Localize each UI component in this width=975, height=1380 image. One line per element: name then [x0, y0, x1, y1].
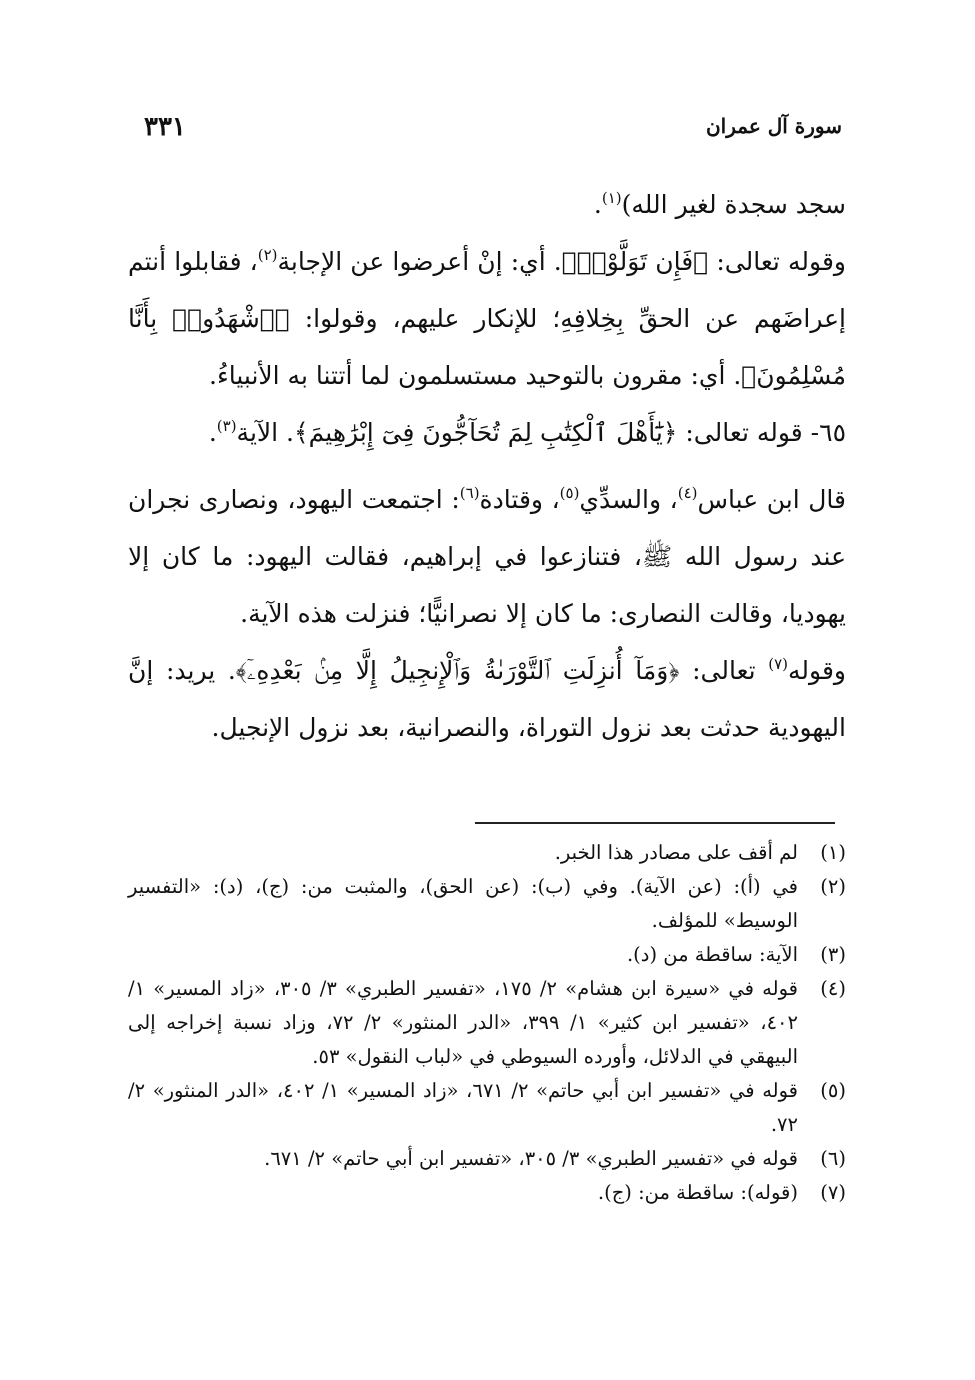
footnote-item [128, 972, 846, 1074]
footnote-item [128, 938, 846, 972]
footnote-item [128, 1142, 846, 1176]
footnote-text: الآية: ساقطة من (د). [626, 943, 798, 966]
paragraph-5: وقوله$^{(٧)}$ تعالى: ﴿وَمَآ أُنزِلَتِ ٱلتَّوْرَىٰةُ وَٱلْإِنجِيلُ إِلَّا مِنۢ بَعْدِهِۦٓ﴾. يريد: إنَّ اليهودية حدثت بعد نزول التوراة، والنصرانية، بعد نزول الإنجيل. [128, 655, 846, 742]
paragraph-4: قال ابن عباس$^{(٤)}$، والسدِّي$^{(٥)}$، وقتادة$^{(٦)}$: اجتمعت اليهود، ونصارى نجران عند رسول الله ﷺ، فتنازعوا في إبراهيم، فقالت اليهود: ما كان إلا يهوديا، وقالت النصارى: ما كان إلا نصرانيًّا؛ فنزلت هذه الآية. [128, 484, 846, 628]
footnote-ref[interactable]: (١) [601, 189, 622, 207]
footnote-text: قوله في «تفسير ابن أبي حاتم» ٢/ ٦٧١، «زاد المسير» ١/ ٤٠٢، «الدر المنثور» ٢/ ٧٢. [128, 1079, 798, 1136]
footnote-number: (٢) [820, 875, 846, 898]
footnote-ref[interactable]: (٥) [559, 484, 580, 502]
footnote-text: قوله في «سيرة ابن هشام» ٢/ ١٧٥، «تفسير الطبري» ٣/ ٣٠٥، «زاد المسير» ١/ ٤٠٢، «تفسير ابن كثير» ١/ ٣٩٩، «الدر المنثور» ٢/ ٧٢، وزاد نسبة إخراجه إلى البيهقي في الدلائل، وأورده السيوطي في «لباب النقول» ٥٣. [128, 977, 798, 1068]
footnote-ref[interactable]: (٦) [459, 484, 480, 502]
page-number: ٣٣١ [144, 112, 186, 142]
footnote-number: (٧) [820, 1181, 846, 1204]
footnotes [128, 836, 846, 1210]
footnote-number: (١) [820, 841, 846, 864]
footnote-number: (٦) [820, 1147, 846, 1170]
footnote-text: (قوله): ساقطة من: (ج). [597, 1181, 798, 1204]
footnote-text: لم أقف على مصادر هذا الخبر. [554, 841, 798, 864]
surah-title: سورة آل عمران [705, 114, 842, 138]
footnote-ref[interactable]: (٢) [257, 246, 278, 264]
footnote-item [128, 836, 846, 870]
paragraph-3: ٦٥- قوله تعالى: ﴿يَٰٓأَهْلَ ٱلْكِتَٰبِ لِمَ تُحَآجُّونَ فِىٓ إِبْرَٰهِيمَ﴾. الآية$^{(٣)}$. [208, 417, 846, 447]
footnote-number: (٤) [820, 977, 846, 1000]
footnote-item [128, 1074, 846, 1142]
footnote-separator [475, 822, 835, 824]
footnote-number: (٥) [820, 1079, 846, 1102]
paragraph-2: وقوله تعالى: ﴿فَإِن تَوَلَّوْا۟﴾. أي: إنْ أعرضوا عن الإجابة$^{(٢)}$، فقابلوا أنتم إعراضَهم عن الحقِّ بِخِلافِهِ؛ للإنكار عليهم، وقولوا: ﴿ٱشْهَدُوا۟ بِأَنَّا مُسْلِمُونَ﴾. أي: مقرون بالتوحيد مستسلمون لما أتتنا به الأنبياءُ. [128, 246, 846, 390]
page-header [130, 114, 842, 150]
footnote-ref[interactable]: (٣) [216, 417, 237, 435]
footnote-text: في (أ): (عن الآية). وفي (ب): (عن الحق)، والمثبت من: (ج)، (د): «التفسير الوسيط» للمؤلف. [128, 875, 798, 932]
footnote-text: قوله في «تفسير الطبري» ٣/ ٣٠٥، «تفسير ابن أبي حاتم» ٢/ ٦٧١. [264, 1147, 798, 1170]
footnote-ref[interactable]: (٤) [677, 484, 698, 502]
footnote-number: (٣) [820, 943, 846, 966]
footnote-ref[interactable]: (٧) [768, 655, 789, 673]
main-text [128, 176, 846, 756]
paragraph-1: سجد سجدة لغير الله)$^{(١)}$. [593, 189, 846, 219]
footnote-item [128, 870, 846, 938]
footnote-item [128, 1176, 846, 1210]
